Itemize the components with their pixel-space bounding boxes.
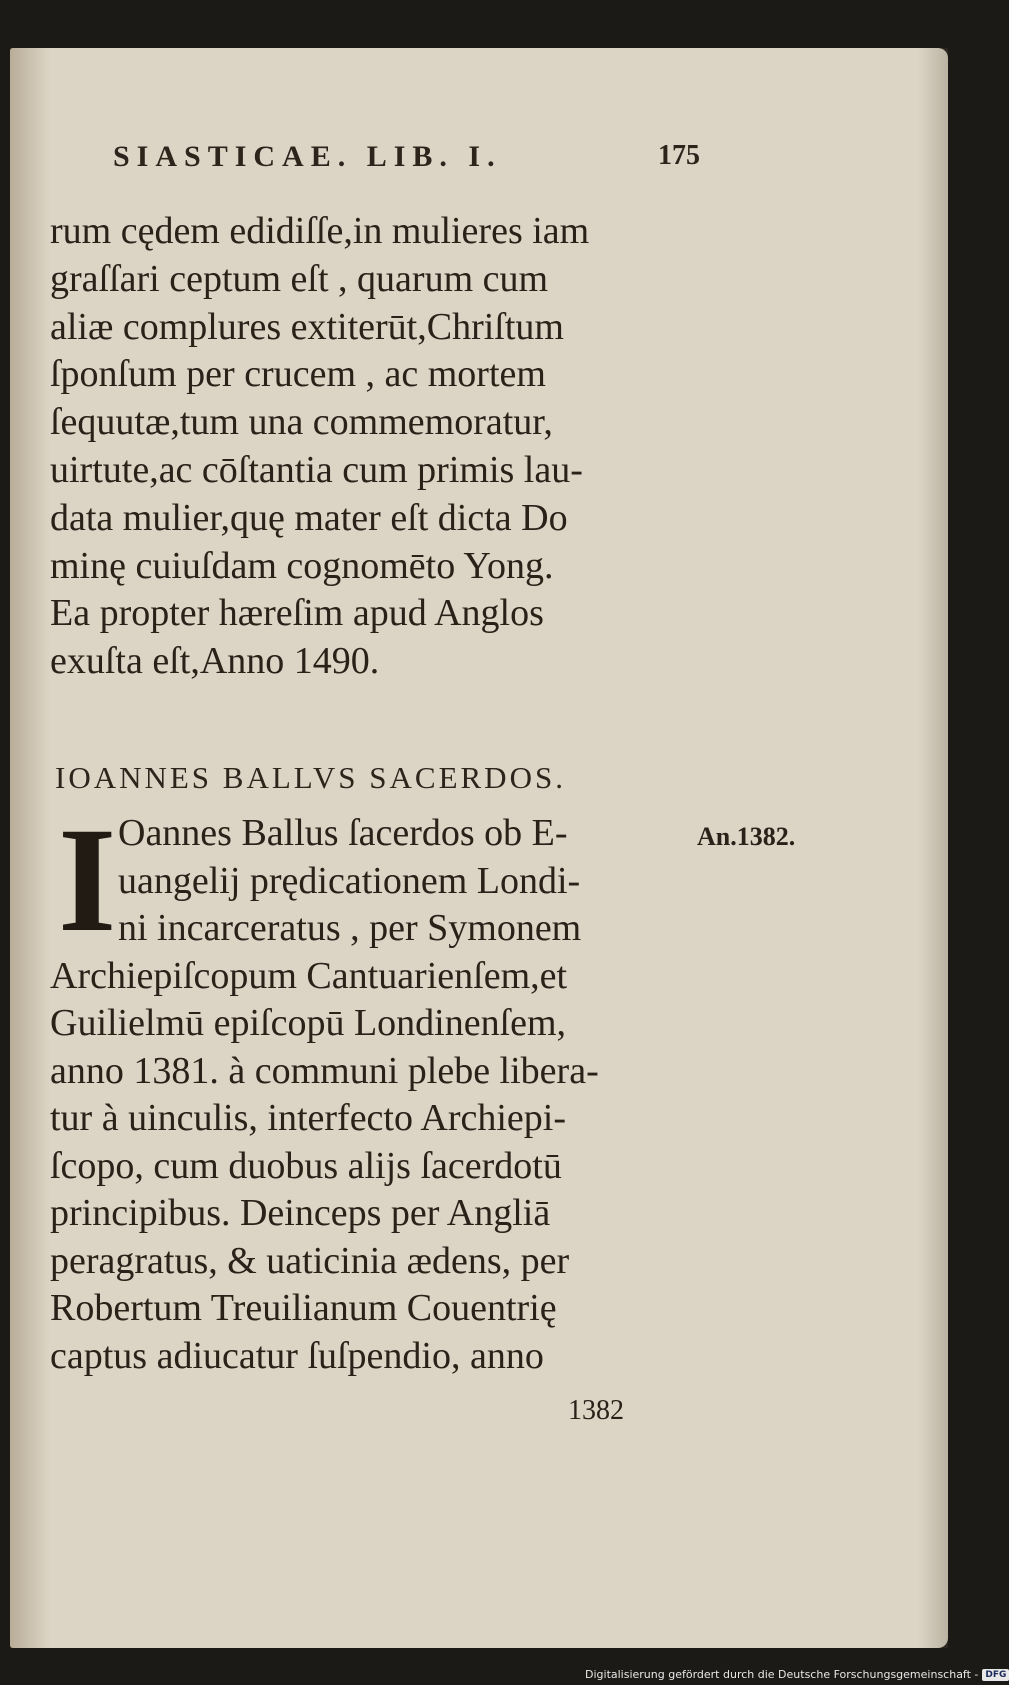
text-line: principibus. Deinceps per Angliā <box>50 1192 551 1234</box>
text-line: ni incarceratus , per Symonem <box>118 907 582 949</box>
running-title: SIASTICAE. LIB. I. <box>113 140 502 173</box>
catchword: 1382 <box>568 1395 624 1426</box>
text-line: graſſari ceptum eſt , quarum cum <box>50 257 549 300</box>
paragraph-2 <box>50 797 690 1380</box>
text-line: rum cędem edidiſſe,in mulieres iam <box>50 210 590 252</box>
drop-cap: I <box>58 797 117 963</box>
dfg-logo-icon: DFG <box>982 1669 1009 1681</box>
paragraph-1 <box>50 208 690 686</box>
footer-credit <box>585 1666 1009 1683</box>
text-line: Archiepiſcopum Cantuarienſem,et <box>50 954 568 997</box>
text-line: Robertum Treuilianum Couentrię <box>50 1287 557 1329</box>
text-line: Ea propter hæreſim apud Anglos <box>50 592 544 635</box>
text-line: ſcopo, cum duobus alijs ſacerdotū <box>50 1144 562 1187</box>
footer-text: Digitalisierung gefördert durch die Deutsche Forschungsgemeinschaft - <box>585 1668 979 1681</box>
text-line: data mulier,quę mater eſt dicta Do <box>50 496 568 539</box>
text-line: uangelij prędicationem Londi- <box>118 859 581 902</box>
text-line: Oannes Ballus ſacerdos ob E- <box>118 812 568 854</box>
text-line: captus adiucatur ſuſpendio, anno <box>50 1334 544 1377</box>
text-line: peragratus, & uaticinia ædens, per <box>50 1239 570 1282</box>
text-line: anno 1381. à communi plebe libera- <box>50 1049 599 1092</box>
text-line: minę cuiuſdam cognomēto Yong. <box>50 544 554 587</box>
margin-note: An.1382. <box>697 822 796 851</box>
text-line: ſponſum per crucem , ac mortem <box>50 353 546 396</box>
text-line: exuſta eſt,Anno 1490. <box>50 640 380 683</box>
text-line: uirtute,ac cōſtantia cum primis lau- <box>50 448 583 491</box>
text-line: tur à uinculis, interfecto Archiepi- <box>50 1097 566 1139</box>
text-line: aliæ complures extiterūt,Chriſtum <box>50 305 564 348</box>
page-number: 175 <box>658 140 700 171</box>
section-heading: IOANNES BALLVS SACERDOS. <box>55 760 566 795</box>
text-line: Guilielmū epiſcopū Londinenſem, <box>50 1002 567 1044</box>
text-line: ſequutæ,tum una commemoratur, <box>50 401 553 444</box>
running-header <box>113 140 713 190</box>
